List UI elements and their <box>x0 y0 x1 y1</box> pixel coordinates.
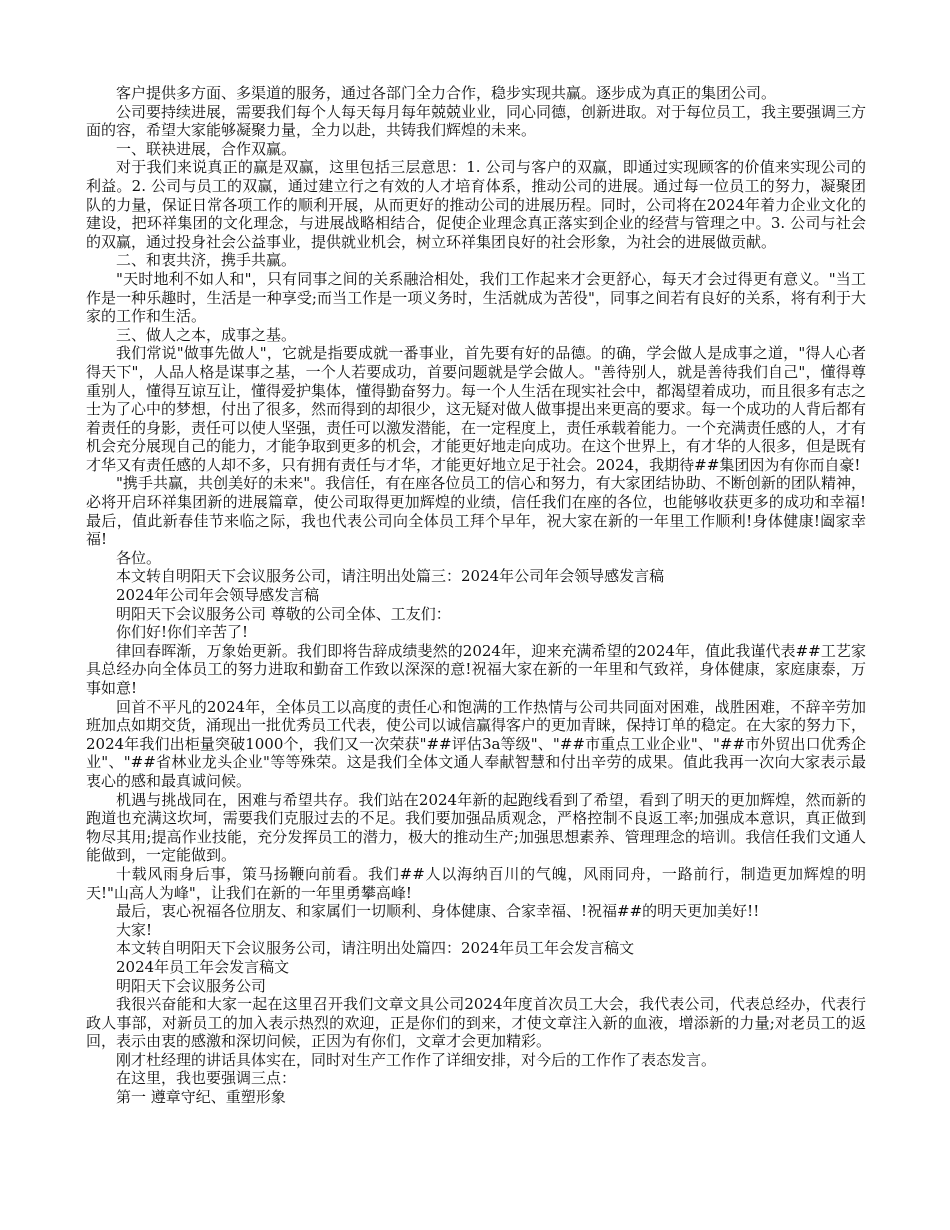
paragraph: 我很兴奋能和大家一起在这里召开我们文章文具公司2024年度首次员工大会，我代表公司，代表总经办，代表行政人事部，对新员工的加入表示热烈的欢迎，正是你们的到来，才使文章注入新的血液，增添新的力量;对老员工的返回，表示由衷的感激和深切问候，正因为有你们，文章才会更加精彩。 <box>86 995 866 1051</box>
paragraph: 机遇与挑战同在，困难与希望共存。我们站在2024年新的起跑线看到了希望，看到了明天的更加辉煌，然而新的跑道也充满这坎坷，需要我们克服过去的不足。我们要加强品质观念，严格控制不良返工率;加强成本意识，真正做到物尽其用;提高作业技能，充分发挥员工的潜力，极大的推动生产;加强思想素养、管理理念的培训。我信任我们文通人能做到，一定能做到。 <box>86 790 866 865</box>
paragraph: "天时地利不如人和"，只有同事之间的关系融洽相处，我们工作起来才会更舒心，每天才会过得更有意义。"当工作是一种乐趣时，生活是一种享受;而当工作是一项义务时，生活就成为苦役"，同事之间若有良好的关系，将有利于大家的工作和生活。 <box>86 269 866 326</box>
paragraph: 在这里，我也要强调三点： <box>116 1069 297 1088</box>
paragraph: 各位。 <box>116 548 162 567</box>
paragraph: 我们常说"做事先做人"，它就是指要成就一番事业，首先要有好的品德。的确，学会做人是成事之道，"得人心者得天下"，人品人格是谋事之基，一个人若要成功，首要问题就是学会做人。"善待别人，就是善待我们自己"，懂得尊重别人，懂得互谅互让，懂得爱护集体，懂得勤奋努力。每一个人生活在现实社会中，都渴望着成功，而且很多有志之士为了心中的梦想，付出了很多，然而得到的却很少，这无疑对做人做事提出来更高的要求。每一个成功的人背后都有着责任的身影，责任可以使人坚强，责任可以激发潜能，在一定程度上，责任承载着能力。一个充满责任感的人，才有机会充分展现自己的能力，才能争取到更多的机会，才能更好地走向成功。在这个世界上，有才华的人很多，但是既有才华又有责任感的人却不多，只有拥有责任与才华，才能更好地立足于社会。2024，我期待##集团因为有你而自豪! <box>86 344 867 474</box>
article-title: 2024年员工年会发言稿文 <box>116 957 290 976</box>
paragraph: "携手共赢，共创美好的未来"。我信任，有在座各位员工的信心和努力，有大家团结协助、不断创新的团队精神，必将开启环祥集团新的进展篇章，使公司取得更加辉煌的业绩，信任我们在座的各位，也能够收获更多的成功和幸福!最后，值此新春佳节来临之际，我也代表公司向全体员工拜个早年，祝大家在新的一年里工作顺利!身体健康!阖家幸福! <box>86 474 866 549</box>
salutation: 明阳天下会议服务公司 尊敬的公司全体、工友们： <box>116 604 451 623</box>
source-note: 本文转自明阳天下会议服务公司，请注明出处篇三：2024年公司年会领导感发言稿 <box>116 567 665 586</box>
paragraph: 公司要持续进展，需要我们每个人每天每月每年兢兢业业，同心同德，创新进取。对于每位员工，我主要强调三方面的容，希望大家能够凝聚力量，全力以赴，共铸我们辉煌的未来。 <box>86 102 867 140</box>
paragraph: 客户提供多方面、多渠道的服务，通过各部门全力合作，稳步实现共赢。逐步成为真正的集团公司。 <box>116 84 777 102</box>
paragraph: 大家! <box>116 920 153 939</box>
article-title: 2024年公司年会领导感发言稿 <box>116 586 320 605</box>
paragraph: 对于我们来说真正的赢是双赢，这里包括三层意思：1. 公司与客户的双赢，即通过实现顾客的价值来实现公司的利益。2. 公司与员工的双赢，通过建立行之有效的人才培育体系，推动公司的进展。通过每一位员工的努力，凝聚团队的力量，保证日常各项工作的顺利开展，从而更好的推动公司的进展历程。同时，公司将在2024年着力企业文化的建设，把环祥集团的文化理念，与进展战略相结合，促使企业理念真正落实到企业的经营与管理之中。3. 公司与社会的双赢，通过投身社会公益事业，提供就业机会，树立环祥集团良好的社会形象，为社会的进展做贡献。 <box>86 158 866 251</box>
company-name: 明阳天下会议服务公司 <box>116 976 267 995</box>
section-heading: 一、联袂进展，合作双赢。 <box>116 139 297 158</box>
greeting: 你们好!你们辛苦了! <box>116 623 249 642</box>
paragraph: 律回春晖渐，万象始更新。我们即将告辞成绩斐然的2024年，迎来充满希望的2024年，值此我谨代表##工艺家具总经办向全体员工的努力进取和勤奋工作致以深深的意!祝福大家在新的一年里和气致祥，身体健康，家庭康泰，万事如意! <box>86 641 866 697</box>
section-heading: 三、做人之本，成事之基。 <box>116 325 297 344</box>
paragraph: 最后，衷心祝福各位朋友、和家属们一切顺利、身体健康、合家幸福、!祝福##的明天更加美好!! <box>116 902 760 921</box>
source-note: 本文转自明阳天下会议服务公司，请注明出处篇四：2024年员工年会发言稿文 <box>116 939 635 958</box>
section-heading: 二、和衷共济，携手共赢。 <box>116 251 297 270</box>
paragraph: 刚才杜经理的讲话具体实在，同时对生产工作作了详细安排，对今后的工作作了表态发言。 <box>116 1050 717 1069</box>
paragraph: 十载风雨身后事，策马扬鞭向前看。我们##人以海纳百川的气魄，风雨同舟，一路前行，制造更加辉煌的明天!"山高人为峰"，让我们在新的一年里勇攀高峰! <box>86 864 866 902</box>
section-heading: 第一 遵章守纪、重塑形象 <box>116 1088 286 1107</box>
paragraph: 回首不平凡的2024年，全体员工以高度的责任心和饱满的工作热情与公司共同面对困难，战胜困难，不辞辛劳加班加点如期交货，涌现出一批优秀员工代表，使公司以诚信赢得客户的更加青睐，保持订单的稳定。在大家的努力下，2024年我们出柜量突破1000个，我们又一次荣获"##评估3a等级"、"##市重点工业企业"、"##市外贸出口优秀企业"、"##省林业龙头企业"等等殊荣。这是我们全体文通人奉献智慧和付出辛劳的成果。值此我再一次向大家表示最衷心的感和最真诚问候。 <box>86 697 867 790</box>
document-body <box>86 84 866 1107</box>
